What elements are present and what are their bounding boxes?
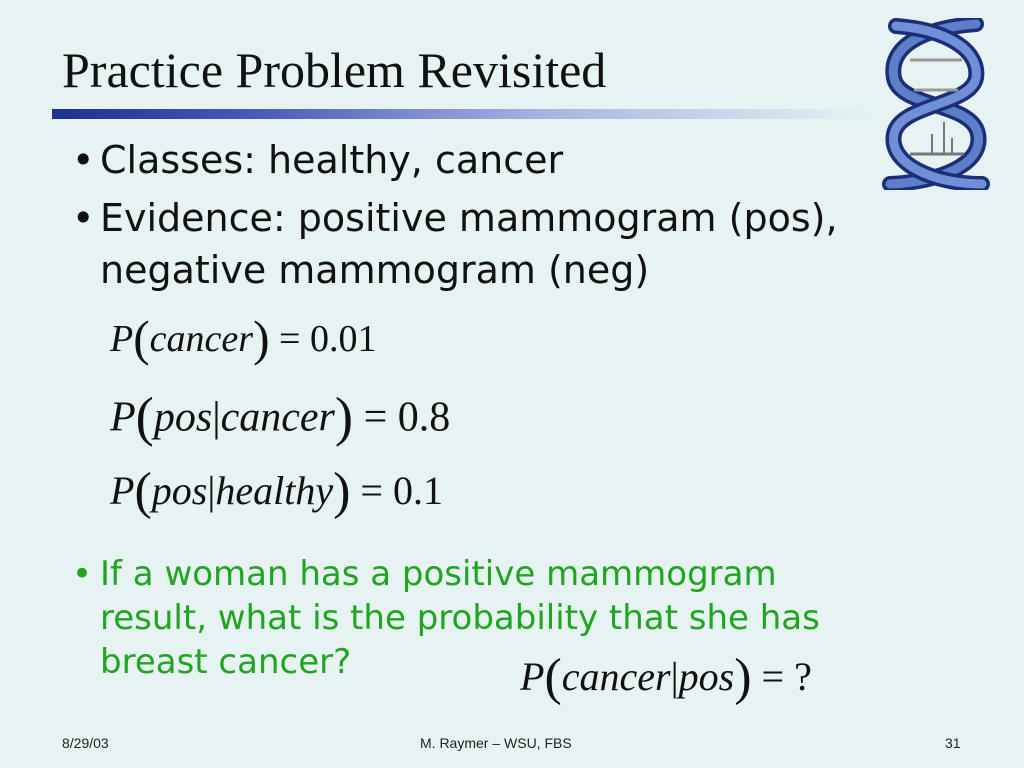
eq-given-bar: | <box>207 467 216 513</box>
eq-lparen: ( <box>134 463 152 520</box>
slide-title: Practice Problem Revisited <box>62 42 607 98</box>
eq-function: P <box>520 653 545 699</box>
question-line-1: If a woman has a positive mammogram <box>100 554 777 594</box>
bullet-marker: • <box>72 138 95 182</box>
equation-pos-given-cancer <box>110 385 450 448</box>
bullet-evidence <box>72 192 972 296</box>
eq-given-bar: | <box>670 653 679 699</box>
eq-argument-2: cancer <box>220 394 335 441</box>
eq-rparen: ) <box>734 649 752 706</box>
eq-equals: = <box>761 653 785 699</box>
equation-cancer-given-pos <box>520 648 812 707</box>
bullet-text-line-1: Evidence: positive mammogram (pos), <box>100 196 838 240</box>
eq-equals: = <box>279 318 301 361</box>
footer-page-number: 31 <box>945 735 961 751</box>
bullet-marker: • <box>72 196 95 240</box>
equation-pos-given-healthy <box>110 462 443 521</box>
bullet-list <box>72 134 972 302</box>
eq-equals: = <box>363 394 388 441</box>
eq-rparen: ) <box>253 311 270 366</box>
eq-rparen: ) <box>334 386 354 447</box>
bullet-text: Classes: healthy, cancer <box>100 138 564 182</box>
question-line-3: breast cancer? <box>100 642 352 682</box>
eq-equals: = <box>360 467 383 513</box>
eq-argument-1: pos <box>151 467 208 513</box>
eq-value: 0.8 <box>397 394 451 441</box>
eq-lparen: ( <box>133 311 150 366</box>
eq-argument-1: cancer <box>561 653 671 699</box>
question-line-2: result, what is the probability that she has <box>100 598 820 638</box>
eq-value: 0.01 <box>309 318 377 361</box>
bullet-classes <box>72 134 972 186</box>
title-underline-rule <box>52 109 872 119</box>
eq-function: P <box>110 467 135 513</box>
eq-given-bar: | <box>212 394 221 441</box>
eq-argument: cancer <box>149 318 254 361</box>
bullet-text-line-2: negative mammogram (neg) <box>100 248 650 292</box>
eq-rparen: ) <box>333 463 351 520</box>
eq-lparen: ( <box>544 649 562 706</box>
footer-date: 8/29/03 <box>62 735 109 751</box>
eq-value: ? <box>794 653 812 699</box>
eq-argument-2: pos <box>678 653 735 699</box>
footer-author: M. Raymer – WSU, FBS <box>420 735 572 751</box>
eq-argument-1: pos <box>153 394 213 441</box>
equation-prior-cancer <box>110 310 376 367</box>
eq-lparen: ( <box>135 386 154 447</box>
eq-argument-2: healthy <box>215 467 334 513</box>
eq-function: P <box>110 318 134 361</box>
eq-value: 0.1 <box>392 467 443 513</box>
eq-function: P <box>110 394 136 441</box>
bullet-marker: • <box>72 554 93 594</box>
